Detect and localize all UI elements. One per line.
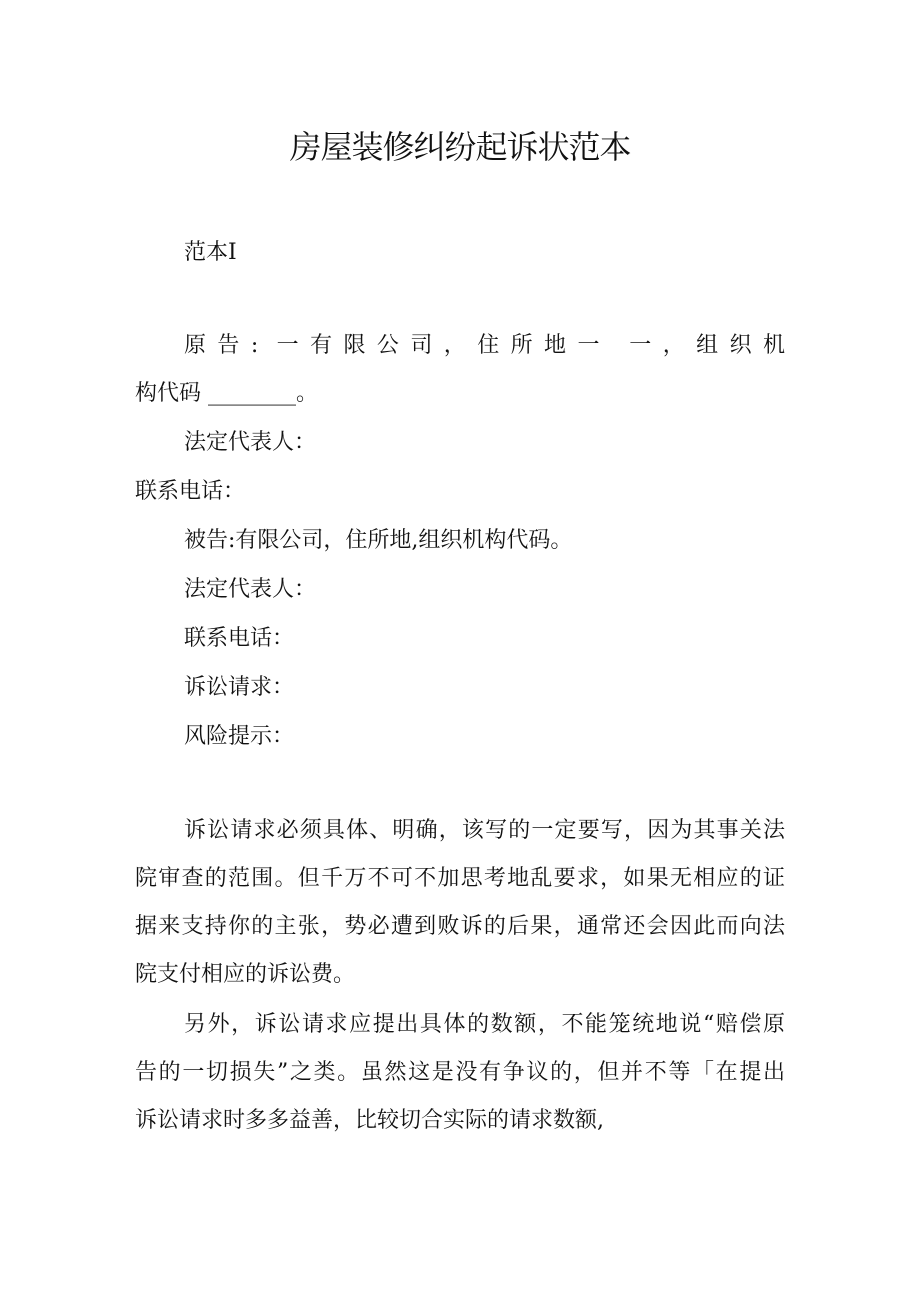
paragraph1-line-2: 院审查的范围。但千万不可不加思考地乱要求，如果无相应的证 [135, 866, 785, 891]
defendant-line: 被告:有限公司，住所地,组织机构代码。 [184, 528, 573, 553]
paragraph1-line-3: 据来支持你的主张，势必遭到败诉的后果，通常还会因此而向法 [135, 914, 785, 939]
plaintiff-legal-rep: 法定代表人： [184, 430, 317, 455]
paragraph1-line-1: 诉讼请求必须具体、明确，该写的一定要写，因为其事关法 [184, 818, 785, 843]
paragraph2-line-1: 另外，诉讼请求应提出具体的数额，不能笼统地说“赔偿原 [184, 1012, 785, 1037]
section-label: 范本I [184, 240, 237, 265]
risk-label: 风险提示： [184, 724, 295, 749]
defendant-legal-rep: 法定代表人： [184, 577, 317, 602]
paragraph1-line-4: 院支付相应的诉讼费。 [135, 962, 356, 987]
paragraph2-line-2: 告的一切损失”之类。虽然这是没有争议的，但并不等「在提出 [135, 1060, 785, 1085]
plaintiff-line-1: 原告: 一有限公司，住所地一 一，组织机 [184, 333, 785, 358]
plaintiff-line-2: 构代码 ________。 [135, 381, 318, 406]
claims-label: 诉讼请求： [184, 675, 295, 700]
paragraph2-line-3: 诉讼请求时多多益善，比较切合实际的请求数额, [135, 1108, 604, 1133]
plaintiff-phone: 联系电话： [135, 479, 246, 504]
document-title: 房屋装修纠纷起诉状范本 [289, 128, 631, 166]
defendant-phone: 联系电话： [184, 626, 295, 651]
